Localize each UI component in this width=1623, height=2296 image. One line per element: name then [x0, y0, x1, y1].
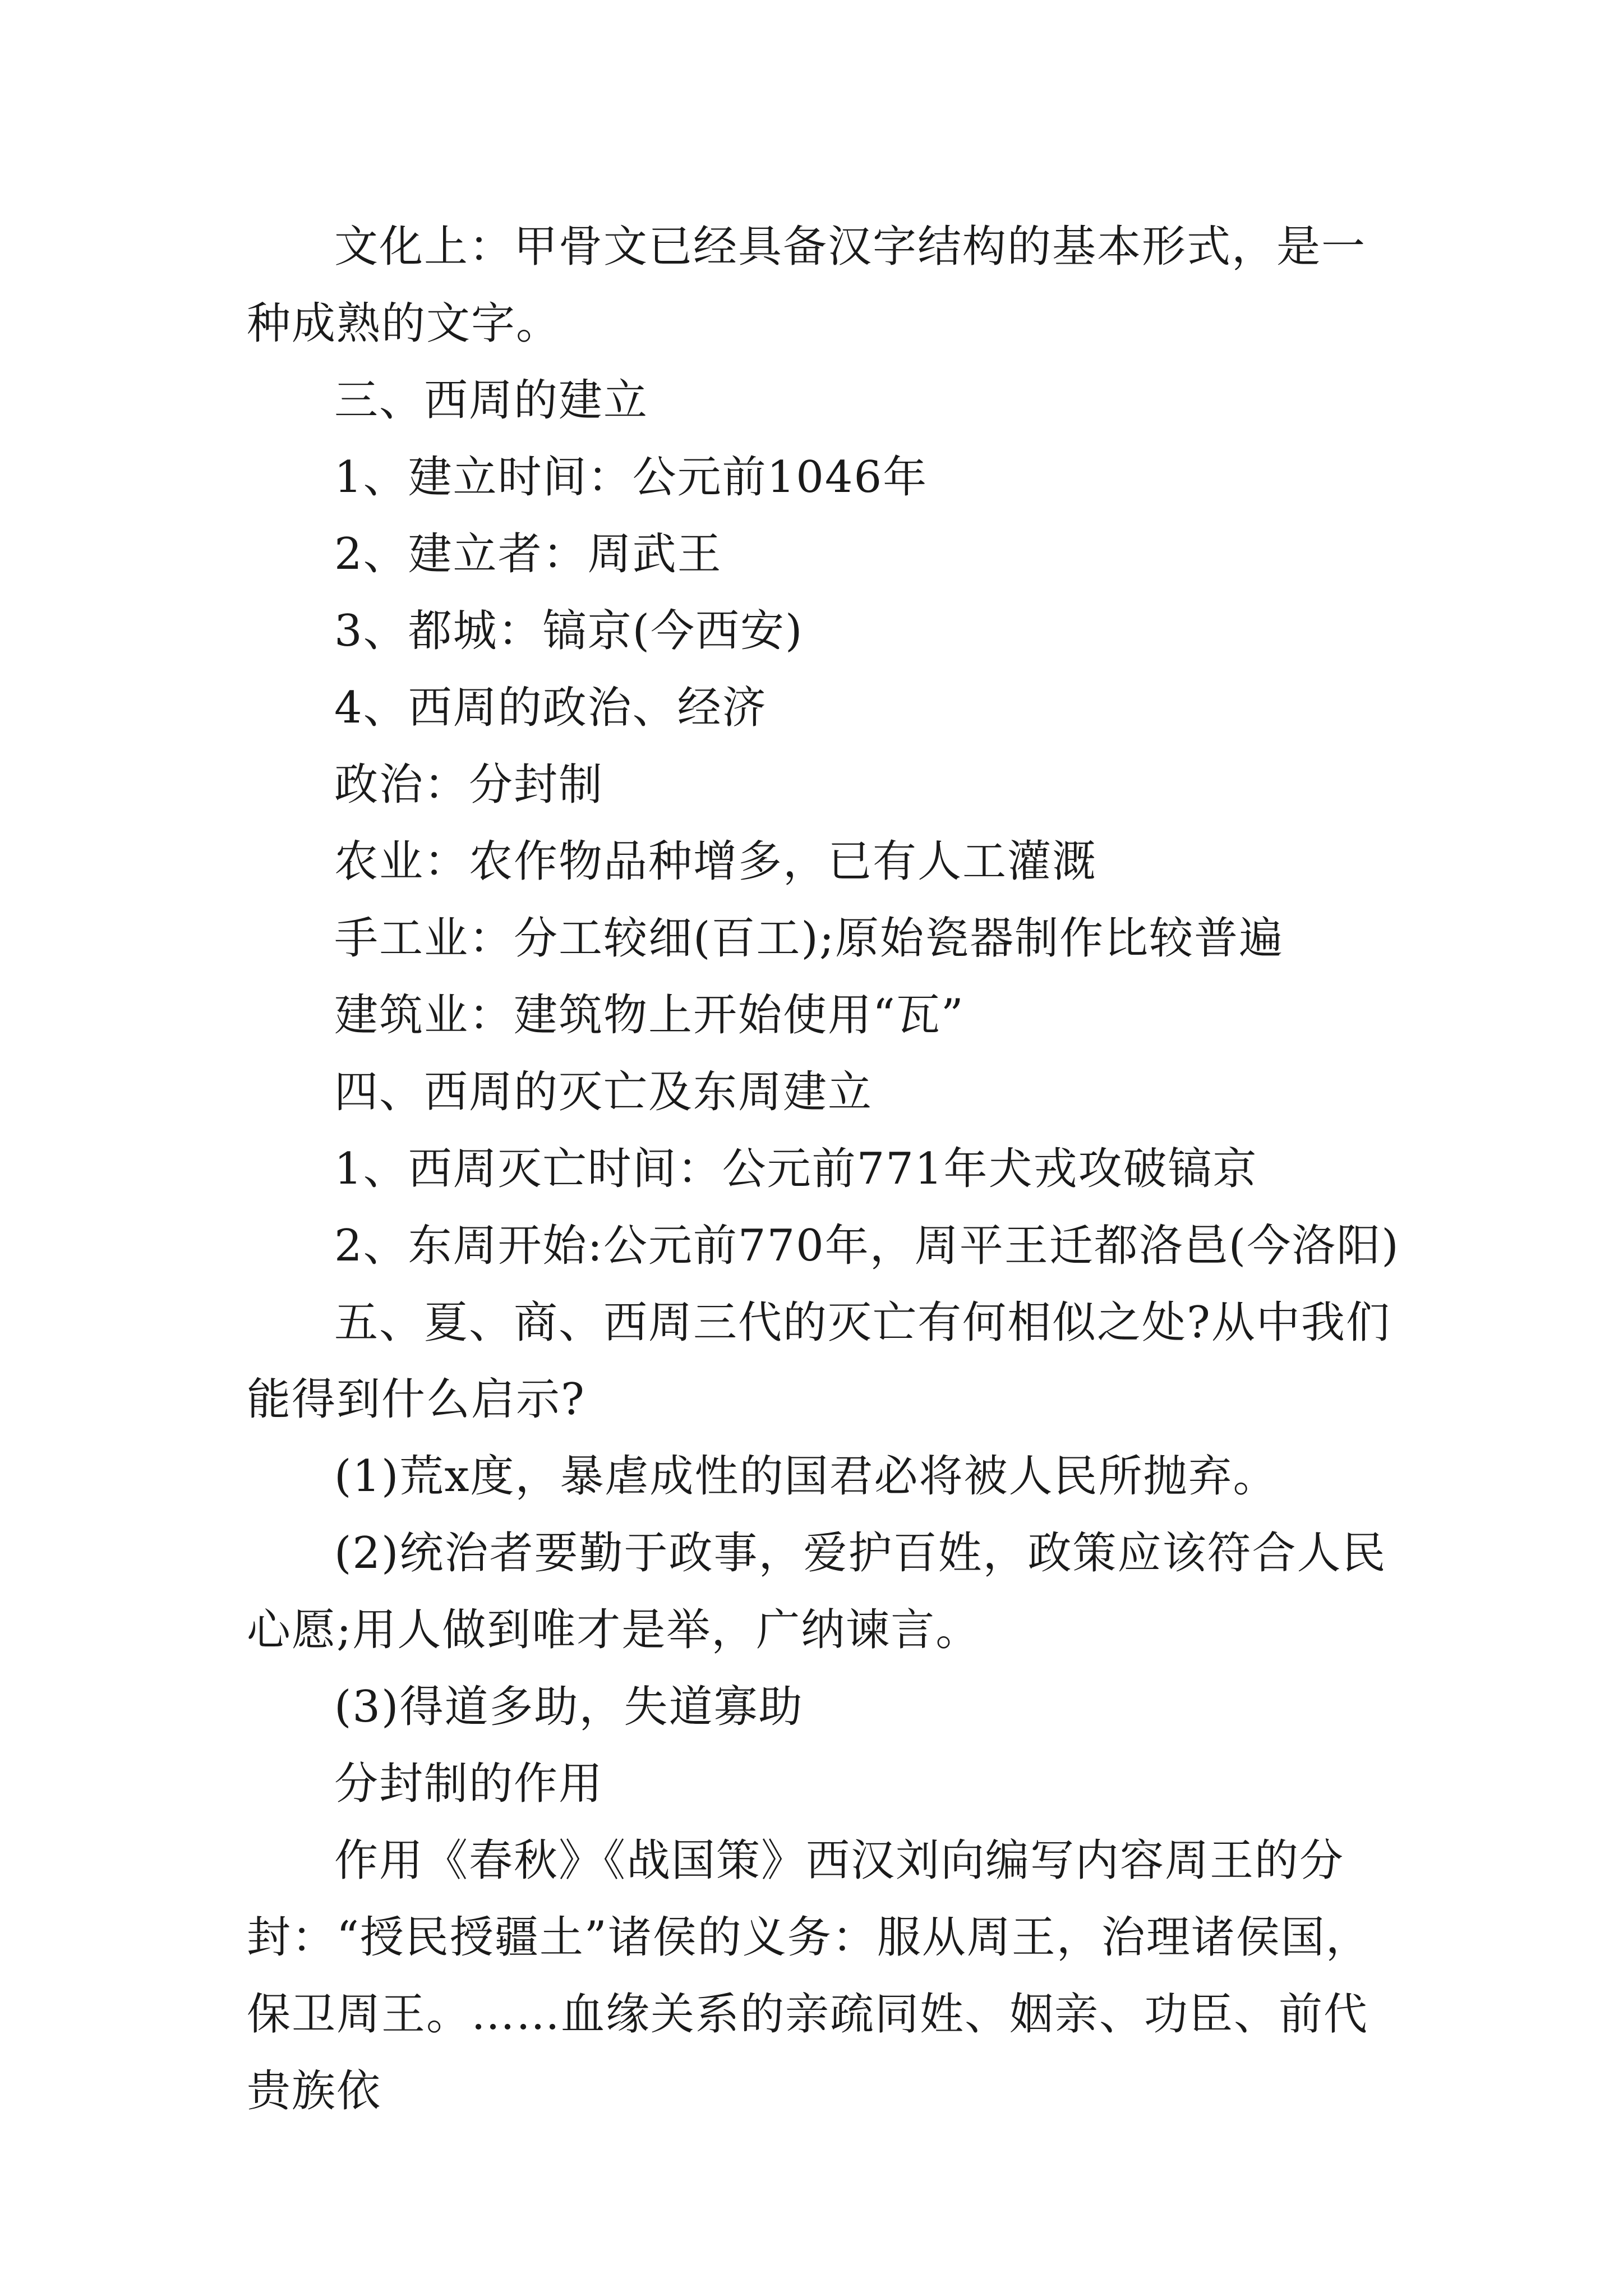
paragraph-agriculture: 农业：农作物品种增多，已有人工灌溉 — [334, 836, 1098, 887]
heading-western-zhou-founding: 三、西周的建立 — [334, 375, 649, 426]
paragraph-founding-time: 1、建立时间：公元前1046年 — [334, 452, 928, 503]
heading-politics-economy: 4、西周的政治、经济 — [334, 683, 767, 733]
paragraph-lesson-1: (1)荒x度，暴虐成性的国君必将被人民所抛弃。 — [334, 1451, 1278, 1502]
paragraph-architecture: 建筑业：建筑物上开始使用“瓦” — [334, 990, 965, 1041]
paragraph-capital: 3、都城：镐京(今西安) — [334, 606, 804, 656]
paragraph-lesson-3: (3)得道多助，失道寡助 — [334, 1682, 804, 1732]
paragraph-handicraft: 手工业：分工较细(百工);原始瓷器制作比较普遍 — [334, 913, 1284, 964]
paragraph-culture: 文化上：甲骨文已经具备汉字结构的基本形式，是一种成熟的文字。 — [247, 222, 1367, 349]
paragraph-politics: 政治：分封制 — [334, 760, 604, 810]
heading-fall-and-eastern-zhou: 四、西周的灭亡及东周建立 — [334, 1067, 873, 1117]
paragraph-eastern-zhou-start: 2、东周开始:公元前770年，周平王迁都洛邑(今洛阳) — [334, 1221, 1400, 1271]
heading-fengjian-role: 分封制的作用 — [334, 1759, 604, 1809]
heading-three-dynasties-question: 五、夏、商、西周三代的灭亡有何相似之处?从中我们能得到什么启示? — [247, 1297, 1391, 1425]
document-body — [247, 209, 1402, 2130]
paragraph-lesson-2: (2)统治者要勤于政事，爱护百姓，政策应该符合人民心愿;用人做到唯才是举，广纳谏言。 — [247, 1528, 1387, 1655]
paragraph-fengjian-details: 作用《春秋》《战国策》西汉刘向编写内容周王的分封：“授民授疆土”诸侯的义务：服从周王，治理诸侯国，保卫周王。……血缘关系的亲疏同姓、姻亲、功臣、前代贵族依 — [247, 1835, 1371, 2116]
paragraph-fall-time: 1、西周灭亡时间：公元前771年犬戎攻破镐京 — [334, 1144, 1258, 1194]
paragraph-founder: 2、建立者：周武王 — [334, 529, 722, 579]
